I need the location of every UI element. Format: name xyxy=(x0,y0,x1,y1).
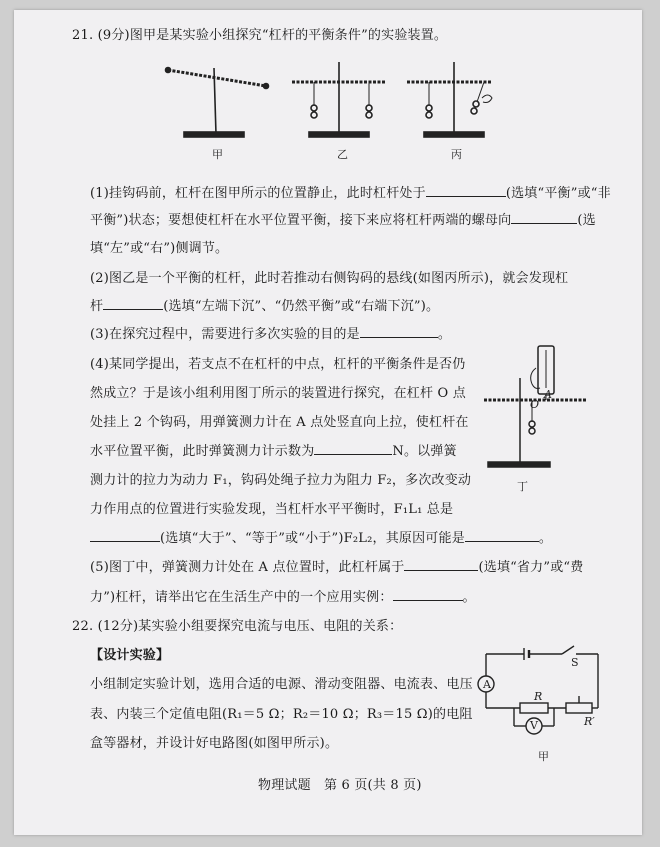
q21-blank-5[interactable] xyxy=(314,442,392,455)
page-footer: 物理试题 第 6 页(共 8 页) xyxy=(258,778,422,793)
fig4-point-a: A xyxy=(544,388,552,401)
fig3-label: 丙 xyxy=(451,148,462,161)
q21-title: 21. (9分)图甲是某实验小组探究“杠杆的平衡条件”的实验装置。 xyxy=(72,28,448,43)
q21-p5-line1: (5)图丁中，弹簧测力计处在 A 点位置时，此杠杆属于 (选填“省力”或“费 xyxy=(90,560,584,575)
q21-p4-line7: (选填“大于”、“等于”或“小于”)F₂L₂，其原因可能是 。 xyxy=(90,527,552,546)
exam-page xyxy=(14,10,642,835)
fig1-label: 甲 xyxy=(212,148,223,161)
q22-line2: 表、内装三个定值电阻(R₁＝5 Ω；R₂＝10 Ω；R₃＝15 Ω)的电阻 xyxy=(90,707,473,722)
switch-blade xyxy=(562,646,574,654)
fig2-stand-base xyxy=(309,132,369,137)
q22-section-heading: 【设计实验】 xyxy=(90,648,170,663)
q21-p4-line3: 处挂上 2 个钩码，用弹簧测力计在 A 点处竖直向上拉，使杠杆在 xyxy=(90,415,469,430)
q21-blank-6[interactable] xyxy=(90,529,160,542)
q21-p1-line1: (1)挂钩码前，杠杆在图甲所示的位置静止，此时杠杆处于 (选填“平衡”或“非 xyxy=(90,186,611,201)
q21-blank-9[interactable] xyxy=(393,588,463,601)
resistor-r-symbol xyxy=(520,703,548,713)
fig3-stand-base xyxy=(424,132,484,137)
q21-p4-line2: 然成立？于是该小组利用图丁所示的装置进行探究，在杠杆 O 点 xyxy=(90,386,466,401)
q21-p5-line2: 力”)杠杆，请举出它在生活生产中的一个应用实例： 。 xyxy=(90,590,476,605)
fig4-stand-base xyxy=(488,462,550,467)
q21-blank-7[interactable] xyxy=(465,529,539,542)
q21-p4-line4: 水平位置平衡，此时弹簧测力计示数为 N。以弹簧 xyxy=(90,444,457,459)
circuit-figure-label: 甲 xyxy=(538,750,549,763)
circuit-rprime-label: R′ xyxy=(584,715,595,728)
fig1-lever-tilted xyxy=(168,70,266,86)
q22-title: 22. (12分)某实验小组要探究电流与电压、电阻的关系： xyxy=(72,619,403,634)
q21-blank-3[interactable] xyxy=(103,297,163,310)
lever-figures xyxy=(154,48,494,160)
circuit-ammeter-label: A xyxy=(483,678,491,691)
q21-p1-line2: 平衡”)状态；要想使杠杆在水平位置平衡，接下来应将杠杆两端的螺母向 (选 xyxy=(90,213,596,228)
q21-p1-line3: 填“左”或“右”)侧调节。 xyxy=(90,241,229,256)
fig2-label: 乙 xyxy=(337,148,348,161)
fig1-stand-base xyxy=(184,132,244,137)
fig3-hand xyxy=(482,95,492,103)
fig4-label: 丁 xyxy=(517,480,528,493)
rheostat-symbol xyxy=(566,703,592,713)
fig4-lever-spring xyxy=(474,340,592,490)
circuit-voltmeter-label: V xyxy=(530,719,538,732)
q22-line3: 盒等器材，并设计好电路图(如图甲所示)。 xyxy=(90,736,339,751)
q21-blank-4[interactable] xyxy=(360,325,438,338)
q21-p4-line5: 测力计的拉力为动力 F₁，钩码处绳子拉力为阻力 F₂，多次改变动 xyxy=(90,473,472,488)
q21-p3: (3)在探究过程中，需要进行多次实验的目的是 。 xyxy=(90,327,452,342)
q21-p2-line1: (2)图乙是一个平衡的杠杆，此时若推动右侧钩码的悬线(如图丙所示)，就会发现杠 xyxy=(90,271,569,286)
q21-blank-8[interactable] xyxy=(404,558,478,571)
q21-p4-line6: 力作用点的位置进行实验发现，当杠杆水平平衡时，F₁L₁ 总是 xyxy=(90,502,454,517)
fig4-point-o: O xyxy=(530,398,540,411)
q21-blank-2[interactable] xyxy=(511,211,577,224)
circuit-switch-label: S xyxy=(571,656,579,669)
q21-p4-line1: (4)某同学提出，若支点不在杠杆的中点，杠杆的平衡条件是否仍 xyxy=(90,357,466,372)
q22-line1: 小组制定实验计划，选用合适的电源、滑动变阻器、电流表、电压 xyxy=(90,677,473,692)
q21-blank-1[interactable] xyxy=(426,184,506,197)
circuit-r-label: R xyxy=(534,690,543,703)
q21-p2-line2: 杆 (选填“左端下沉”、“仍然平衡”或“右端下沉”)。 xyxy=(90,299,440,314)
